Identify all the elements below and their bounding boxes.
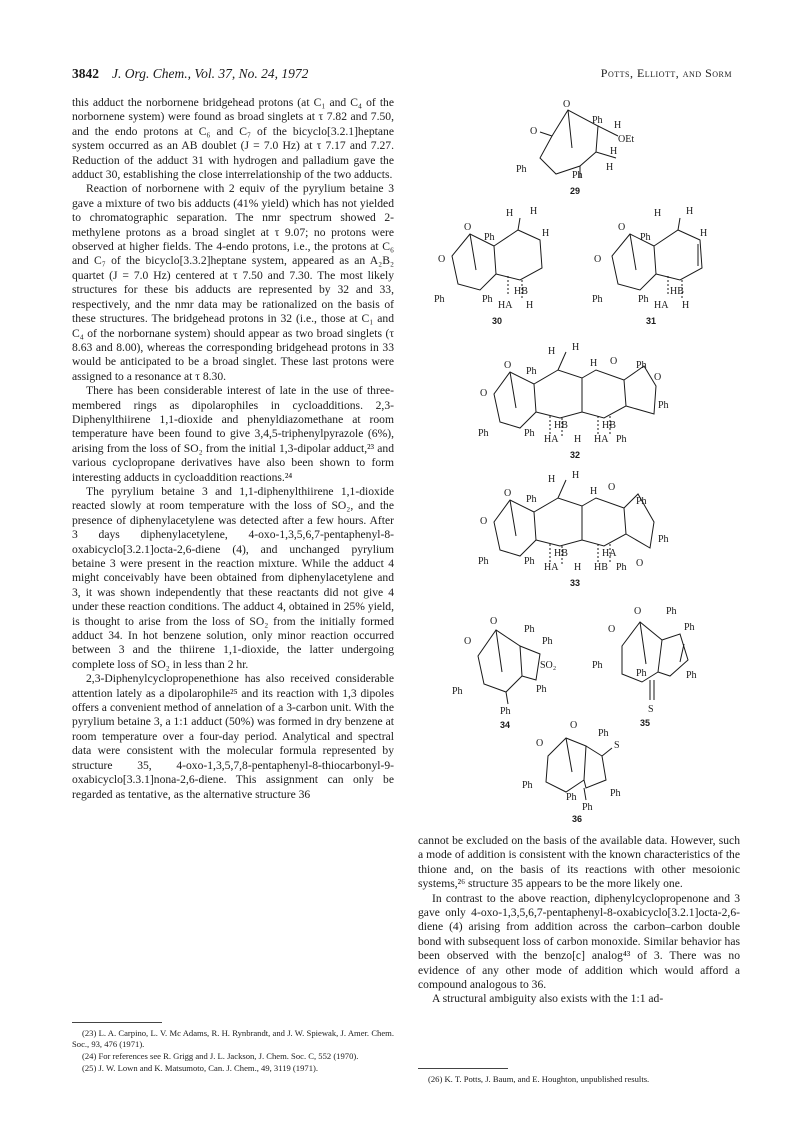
atom-label: H	[614, 120, 622, 131]
paragraph: cannot be excluded on the basis of the available data. However, such a mode of addition is consistent with the known characteristics of the thione and, on the basis of its reactions with other mesoionic systems,²⁶ structure 35 appears to be the more likely one.	[418, 834, 740, 891]
atom-label: Ph	[482, 294, 493, 305]
atom-label: Ph	[592, 660, 603, 671]
atom-label: O	[636, 558, 644, 569]
atom-label: O	[654, 372, 662, 383]
atom-label: Ph	[500, 706, 511, 717]
atom-label: O	[480, 516, 488, 527]
atom-label: Ph	[640, 232, 651, 243]
atom-label: HB	[602, 420, 616, 431]
atom-label: H	[686, 206, 694, 217]
atom-label: HA	[544, 562, 559, 573]
atom-label: S	[614, 740, 620, 751]
atom-label: HB	[594, 562, 608, 573]
atom-label: O	[464, 636, 472, 647]
atom-label: Ph	[636, 360, 647, 371]
atom-label: H	[572, 470, 580, 481]
atom-label: Ph	[526, 366, 537, 377]
atom-label: O	[504, 488, 512, 499]
atom-label: H	[542, 228, 550, 239]
atom-label: H	[654, 208, 662, 219]
atom-label: Ph	[666, 606, 677, 617]
running-authors: Potts, Elliott, and Sorm	[600, 66, 732, 80]
atom-label: HB	[554, 420, 568, 431]
atom-label: H	[590, 486, 598, 497]
atom-label: O	[438, 254, 446, 265]
footnote-rule	[72, 1022, 162, 1023]
structure-34	[450, 610, 580, 730]
structure-35	[588, 600, 728, 730]
atom-label: H	[574, 562, 582, 573]
footnote: (24) For references see R. Grigg and J. L. Jackson, J. Chem. Soc. C, 552 (1970).	[82, 1051, 359, 1061]
atom-label: Ph	[524, 624, 535, 635]
right-column	[418, 834, 740, 1007]
structure-32	[474, 336, 704, 466]
structure-30	[430, 200, 580, 330]
atom-label: Ph	[522, 780, 533, 791]
atom-label: Ph	[616, 562, 627, 573]
page-header	[72, 66, 732, 86]
atom-label: Ph	[434, 294, 445, 305]
atom-label: Ph	[638, 294, 649, 305]
atom-label: Ph	[526, 494, 537, 505]
atom-label: Ph	[610, 788, 621, 799]
atom-label: HA	[544, 434, 559, 445]
atom-label: O	[504, 360, 512, 371]
atom-label: Ph	[592, 115, 603, 126]
atom-label: O	[608, 482, 616, 493]
atom-label: O	[634, 606, 642, 617]
atom-label: OEt	[618, 134, 635, 145]
atom-label: H	[572, 342, 580, 353]
atom-label: Ph	[636, 496, 647, 507]
atom-label: Ph	[684, 622, 695, 633]
atom-label: O	[594, 254, 602, 265]
atom-label: HB	[554, 548, 568, 559]
atom-label: H	[682, 300, 690, 311]
atom-label: Ph	[658, 534, 669, 545]
compound-number: 34	[500, 720, 511, 730]
atom-label: O	[608, 624, 616, 635]
atom-label: HA	[594, 434, 609, 445]
structure-36	[510, 716, 650, 826]
left-column	[72, 96, 394, 802]
atom-label: H	[506, 208, 514, 219]
footnote-rule	[418, 1068, 508, 1069]
atom-label: Ph	[592, 294, 603, 305]
compound-number: 29	[570, 186, 581, 196]
atom-label: O	[563, 99, 571, 110]
page-number: 3842	[72, 66, 99, 81]
structure-29	[510, 96, 650, 196]
atom-label: O	[610, 356, 618, 367]
atom-label: Ph	[616, 434, 627, 445]
atom-label: HA	[602, 548, 617, 559]
atom-label: O	[570, 720, 578, 731]
atom-label: HA	[654, 300, 669, 311]
footnotes-left	[72, 1028, 394, 1075]
atom-label: H	[548, 474, 556, 485]
atom-label: O	[464, 222, 472, 233]
atom-label: Ph	[658, 400, 669, 411]
atom-label: H	[530, 206, 538, 217]
atom-label: O	[480, 388, 488, 399]
compound-number: 30	[492, 316, 503, 326]
journal-citation: J. Org. Chem., Vol. 37, No. 24, 1972	[112, 66, 309, 81]
atom-label: H	[590, 358, 598, 369]
paragraph: The pyrylium betaine 3 and 1,1-diphenylthiirene 1,1-dioxide reacted slowly at room temperature with the loss of SO₂, and the presence of diphenylacetylene was detected after a few hours. After 3 days diphenylacetylene, 4-oxo-1,3,5,6,7-pentaphenyl-8-oxabicyclo[3.2.1]octa-2,6-diene (4), and unchanged pyrylium betaine 3 were present in the reaction mixture. While the adduct 4 might conceivably have been obtained from diphenylacetylene and 3, it was shown independently that these reactants did not give 4 under these reaction conditions. The adduct 4, obtained in 25% yield, is thought to arise from the loss of SO₂ from the initially formed adduct 34. In hot benzene solution, only minor reaction occurred between 3 and the thiirene 1,1-dioxide, the latter undergoing complete loss of SO₂ in less than 2 hr.	[72, 484, 394, 671]
paragraph: A structural ambiguity also exists with the 1:1 ad-	[432, 992, 664, 1006]
atom-label: H	[700, 228, 708, 239]
atom-label: O	[530, 126, 538, 137]
atom-label: H	[548, 346, 556, 357]
atom-label: HB	[670, 286, 684, 297]
footnote: (26) K. T. Potts, J. Baum, and E. Houghton, unpublished results.	[428, 1074, 650, 1084]
atom-label: Ph	[524, 556, 535, 567]
atom-label: HA	[498, 300, 513, 311]
atom-label: Ph	[686, 670, 697, 681]
paragraph: In contrast to the above reaction, diphenylcyclopropenone and 3 gave only 4-oxo-1,3,5,6,7-pentaphenyl-8-oxabicyclo[3.2.1]octa-2,6-diene (4) arising from addition across the carbon–carbon double bond with subsequent loss of carbon monoxide. Similar behavior has been observed with the benzo[c] analog⁴³ of 3. There was no evidence of any other mode of addition which would afford a compound analogous to 36.	[418, 891, 740, 992]
atom-label: Ph	[536, 684, 547, 695]
atom-label: Ph	[566, 792, 577, 803]
structure-33	[474, 464, 704, 594]
atom-label: Ph	[478, 428, 489, 439]
atom-label: Ph	[542, 636, 553, 647]
atom-label: HB	[514, 286, 528, 297]
paragraph: 2,3-Diphenylcyclopropenethione has also received considerable attention lately as a dipolarophile²⁵ and its reaction with 1,3 dipoles offers a convenient method of annelation of a 3-carbon unit. With the pyrylium betaine 3, a 1:1 adduct (50%) was formed in dry benzene at room temperature over a four-day period. Analytical and spectral data were consistent with the molecular formula represented by structure 35, 4-oxo-1,3,5,7,8-pentaphenyl-8-thiocarbonyl-9-oxabicyclo[3.3.1]nona-2,6-diene. This assignment can only be regarded as tentative, as the alternative structure 36	[72, 672, 394, 801]
atom-label: Ph	[572, 170, 583, 181]
atom-label: Ph	[524, 428, 535, 439]
atom-label: Ph	[636, 668, 647, 679]
atom-label: O	[490, 616, 498, 627]
paragraph: There has been considerable interest of late in the use of three-membered rings as dipolarophiles in cycloadditions. 2,3-Diphenylthiirene 1,1-dioxide and phenyldiazomethane at room temperature have been found to give 3,4,5-triphenylpyrazole (6%), arising from the loss of SO₂ from the initial 1,3-dipolar adduct,²³ and various cyclopropane derivatives have also been shown to form interesting adducts in cycloaddition reactions.²⁴	[72, 384, 394, 484]
compound-number: 33	[570, 578, 581, 588]
atom-label: H	[610, 146, 618, 157]
atom-label: H	[526, 300, 534, 311]
atom-label: O	[618, 222, 626, 233]
atom-label: Ph	[484, 232, 495, 243]
atom-label: Ph	[598, 728, 609, 739]
structure-31	[590, 200, 740, 330]
compound-number: 32	[570, 450, 581, 460]
compound-number: 31	[646, 316, 657, 326]
footnote: (25) J. W. Lown and K. Matsumoto, Can. J. Chem., 49, 3119 (1971).	[82, 1063, 318, 1073]
atom-label: Ph	[452, 686, 463, 697]
compound-number: 35	[640, 718, 651, 728]
paragraph: this adduct the norbornene bridgehead protons (at C₁ and C₄ of the norbornene system) were found as broad singlets at τ 7.82 and 7.50, and the endo protons at C₆ and C₇ of the bicyclo[3.2.1]heptane system occurred as an AB doublet (J = 7.0 Hz) at τ 7.17 and 7.27. Reduction of the adduct 31 with hydrogen and palladium gave the adduct 30, establishing the close interrelationship of the two adducts.	[72, 96, 394, 182]
footnotes-right	[418, 1074, 740, 1086]
atom-label: SO₂	[540, 660, 557, 671]
footnote: (23) L. A. Carpino, L. V. Mc Adams, R. H. Rynbrandt, and J. W. Spiewak, J. Amer. Chem. Soc., 93, 476 (1971).	[72, 1028, 394, 1049]
atom-label: S	[648, 704, 654, 715]
paragraph: Reaction of norbornene with 2 equiv of the pyrylium betaine 3 gave a mixture of two bis adducts (41% yield) which has not yielded to chromatographic separation. The nmr spectrum showed 2-methylene protons as a broad singlet at τ 9.07; no protons were observed at higher fields. The 4-endo protons, i.e., the protons at C₆ and C₇ of the bicyclo[3.3.2]heptane system, appeared as an A₂B₂ quartet (J = 7.0 Hz) centered at τ 7.50 and 7.30. The most likely structures for these bis adducts are represented by 32 and 33, respectively, and the nmr data may be rationalized on the basis of these structures. The bridgehead protons in 32 (i.e., those at C₁ and C₄ of the norbornane system) should appear as two broad singlets (τ 8.63 and 8.00), whereas the corresponding bridgehead protons in 33 would be anticipated to be a broad singlet. These last protons were assigned to a resonance at τ 8.30.	[72, 182, 394, 383]
atom-label: H	[574, 434, 582, 445]
atom-label: O	[536, 738, 544, 749]
atom-label: Ph	[516, 164, 527, 175]
atom-label: Ph	[582, 802, 593, 813]
atom-label: H	[606, 162, 614, 173]
compound-number: 36	[572, 814, 583, 824]
atom-label: Ph	[478, 556, 489, 567]
